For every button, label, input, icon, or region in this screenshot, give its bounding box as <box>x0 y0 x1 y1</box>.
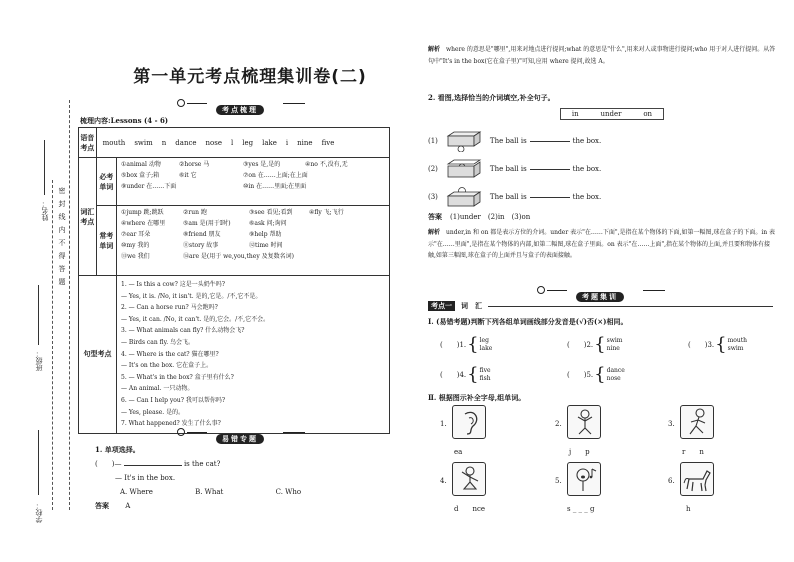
section-tag: 考点一 <box>428 301 455 311</box>
sing-icon <box>568 463 602 497</box>
cat-cihui: 词汇考点 <box>79 158 97 276</box>
p2-heading: Ⅱ. 根据图示补全字母,组单词。 <box>428 393 526 402</box>
ear-icon <box>453 406 487 440</box>
box-ball-on-icon <box>444 186 484 208</box>
banner-label: 考点梳理 <box>216 105 264 115</box>
q2-item-3: (3) The ball is the box. <box>428 186 601 208</box>
phonics-cell <box>96 128 389 158</box>
p1-heading: Ⅰ. (易错考题)判断下列各组单词画线部分发音是(√)否(×)相同。 <box>428 317 628 326</box>
analysis-1: 解析 where 的意思是"哪里",用来对地点进行提问;what 的意思是"什么",用来对人或事物进行提问;who 用于对人进行提问。从答句中"It's in the box(它在盒子里)"可知,应用 where 提问,故选 A。 <box>428 46 776 65</box>
table-row-changkao <box>79 206 390 276</box>
seal-line-outer <box>52 180 53 510</box>
q1-blank[interactable] <box>124 465 182 466</box>
school-line[interactable] <box>38 430 39 495</box>
jump-icon <box>568 406 602 440</box>
section-header <box>428 301 773 311</box>
q1-reply: — It's in the box. <box>115 474 176 482</box>
q2-heading: 2. 看图,选择恰当的介词填空,补全句子。 <box>428 93 555 102</box>
q1-answer: 答案 A <box>95 501 131 510</box>
q1-stem: ( )— is the cat? <box>95 460 221 468</box>
q2-option-bar: in under on <box>560 108 664 120</box>
bikao-cell <box>117 158 390 206</box>
banner-kaoti-jixun <box>535 284 665 301</box>
table-row-bikao <box>79 158 390 206</box>
table-row-yuyin <box>79 128 390 158</box>
sentences-cell <box>117 276 390 434</box>
banner-yicuo <box>175 426 305 443</box>
q2-blank-1[interactable] <box>530 141 570 142</box>
seal-text: 密 封 线 内 不 得 答 题 <box>58 187 66 286</box>
name-label: 姓名： <box>41 200 49 221</box>
changkao-cell <box>117 206 390 276</box>
word-grid: ①jump 跳;跳跃 ②run 跑 ③see 看见;看到 ④fly 飞;飞行 ④where 在哪里 ⑤am 是(用于I时) ⑥ask 问;询问 ⑦ear 耳朵 ⑧friend 朋友 ⑨help 帮助 ⑩my 我的 ⑪story 故事 ⑫time 时间 ⑬we 我们 ⑭are 是(用于 we,you,they 及复数名词) <box>121 209 344 260</box>
class-line[interactable] <box>38 285 39 345</box>
box-ball-in-icon <box>444 158 484 180</box>
q2-item-2: (2) The ball is the box. <box>428 158 601 180</box>
option-c[interactable]: C. Who <box>275 488 302 496</box>
dance-icon <box>453 463 487 497</box>
q2-item-1: (1) The ball is the box. <box>428 130 601 152</box>
option-b[interactable]: B. What <box>195 488 224 496</box>
dance-image <box>452 462 486 496</box>
ear-image <box>452 405 486 439</box>
page-title: 第一单元考点梳理集训卷(二) <box>133 67 367 87</box>
banner-label: 易错专题 <box>216 434 264 444</box>
box-ball-under-icon <box>444 130 484 152</box>
q1-options <box>120 487 301 497</box>
content-label: 梳理内容:Lessons (4 - 6) <box>80 116 169 125</box>
school-label: 学校： <box>35 502 43 523</box>
cat-yuyin: 语音考点 <box>79 128 97 158</box>
cat-juxing: 句型考点 <box>79 276 117 434</box>
p1-item-5: ( )5. { dance nose <box>567 364 625 385</box>
analysis-2: 解析 under,in 和 on 都是表示方位的介词。under 表示"在……下面",是指在某个物体的下面,如第一幅图,球在盒子的下面。in 表示"在……里面",是指在某个物体的内部,如第二幅图,球在盒子里面。on 表示"在……上面",指在某个物体的上面,并且要和物体有接触,如第三幅图,球在盒子的上面并且与盒子的表面接触。 <box>428 229 776 259</box>
sentence-list: 1. — Is this a cow? 这是一头奶牛吗? — Yes, it is. /No, it isn't. 是的,它是。/不,它不是。 2. — Can a horse run? 马会跑吗? — Yes, it can. /No, it can't. 是的,它会。/不,它不会。 3. — What animals can fly? 什么动物会飞? — Birds can fly. 鸟会飞。 4. — Where is the cat? 猫在哪里? — It's on the box. 它在盒子上。 5. — What's in the box? 盒子里有什么? — An animal. 一只动物。 6. — Can I help you? 我可以帮你吗? — Yes, please. 是的。 7. What happened? 发生了什么事? <box>121 281 270 428</box>
phonics-row: mouth swim n dance nose l leg lake i nine five <box>102 138 335 147</box>
section-title: 词 汇 <box>461 301 482 310</box>
sing-image <box>567 462 601 496</box>
p1-item-1: ( )1. { leg lake <box>440 334 493 355</box>
q1-heading: 1. 单项选择。 <box>95 445 140 454</box>
q2-answer: 答案 (1)under (2)in (3)on <box>428 212 531 221</box>
banner-kaodian-shuli <box>175 97 305 114</box>
p1-item-4: ( )4. { five fish <box>440 364 491 385</box>
run-icon <box>681 406 715 440</box>
class-label: 班级： <box>35 350 43 371</box>
jump-image <box>567 405 601 439</box>
p1-item-3: ( )3. { mouth swim <box>688 334 748 355</box>
q2-blank-2[interactable] <box>530 169 570 170</box>
banner-label: 考题集训 <box>576 292 624 302</box>
banner-ring-icon <box>537 286 545 294</box>
name-line[interactable] <box>44 140 45 195</box>
banner-ring-icon <box>177 99 185 107</box>
horse-icon <box>681 463 715 497</box>
word-grid: ①animal 动物 ②horse 马 ③yes 是,是的 ④no 不,没有,无 ⑤box 盒子;箱 ⑥it 它 ⑦on 在……上面;在上面 ⑨under 在……下面 ⑩in 在……里面;在里面 <box>121 161 348 190</box>
option-a[interactable]: A. Where <box>120 488 153 496</box>
q2-blank-3[interactable] <box>530 197 570 198</box>
run-image <box>680 405 714 439</box>
banner-ring-icon <box>177 428 185 436</box>
table-row-juxing <box>79 276 390 434</box>
knowledge-table <box>78 127 390 434</box>
horse-image <box>680 462 714 496</box>
p1-item-2: ( )2. { swim nine <box>567 334 623 355</box>
sub-bikao: 必考单词 <box>96 158 116 206</box>
sub-changkao: 常考单词 <box>96 206 116 276</box>
seal-line-inner <box>69 100 70 510</box>
